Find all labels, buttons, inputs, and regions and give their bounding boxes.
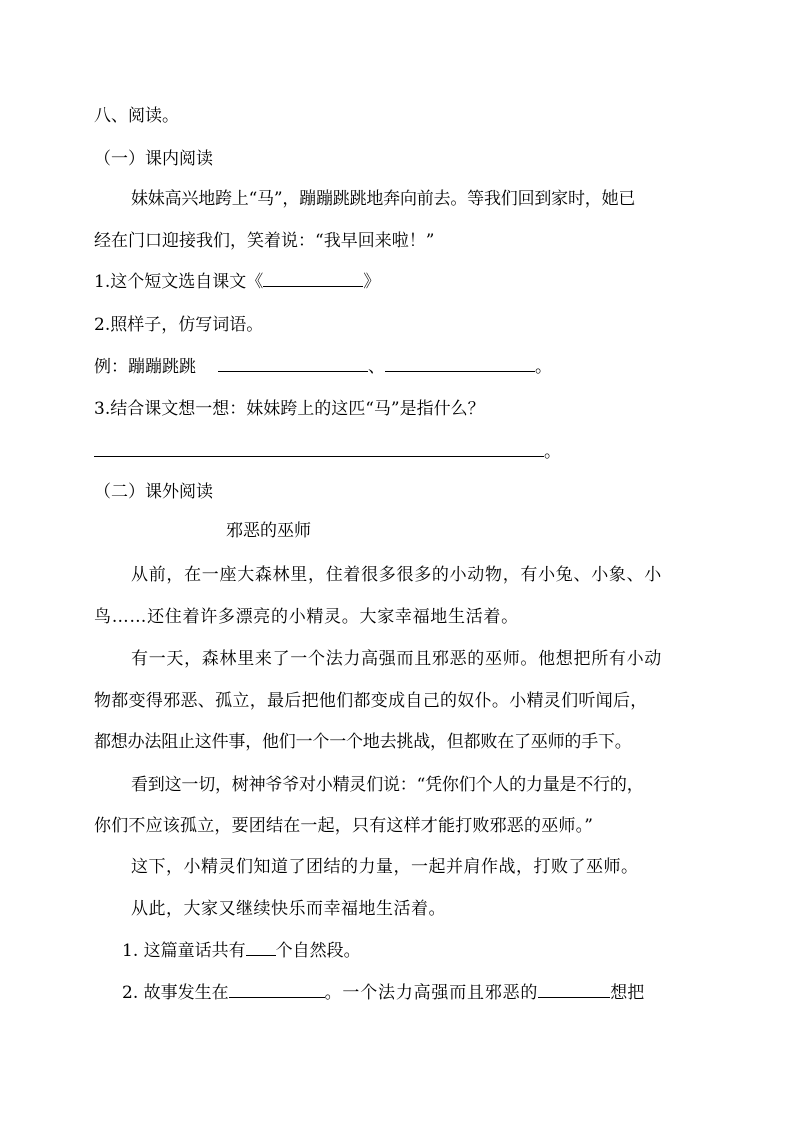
story-p4: 这下，小精灵们知道了团结的力量，一起并肩作战，打败了巫师。 (131, 857, 639, 877)
section-heading: 八、阅读。 (94, 106, 179, 126)
part2-q2-end: 想把 (610, 983, 645, 1003)
part1-passage-line1: 妹妹高兴地跨上“马”，蹦蹦跳跳地奔向前去。等我们回到家时，她已 (131, 189, 636, 209)
part1-passage-line2: 经在门口迎接我们，笑着说：“我早回来啦！” (94, 231, 435, 251)
part2-q2-text: 2. 故事发生在 (122, 983, 229, 1003)
story-p3-line1: 看到这一切，树神爷爷对小精灵们说：“凭你们个人的力量是不行的， (131, 775, 644, 795)
part1-q1-suffix: 》 (363, 272, 381, 292)
part2-heading: （二）课外阅读 (94, 482, 213, 502)
story-p2-line2: 物都变得邪恶、孤立，最后把他们都变成自己的奴仆。小精灵们听闻后， (94, 691, 648, 711)
part2-q1-suffix: 个自然段。 (275, 941, 361, 961)
part2-q2-blank-2[interactable] (538, 981, 610, 998)
part1-q2-separator: 、 (368, 357, 385, 377)
story-title: 邪恶的巫师 (226, 521, 311, 541)
part1-q1-text: 1.这个短文选自课文《 (94, 272, 264, 292)
part2-question-1 (122, 939, 361, 963)
part2-q1-text: 1. 这篇童话共有 (122, 941, 246, 961)
story-p2-line3: 都想办法阻止这件事，他们一个一个地去挑战，但都败在了巫师的手下。 (94, 732, 632, 752)
part1-q2-blank-2[interactable] (385, 355, 535, 372)
part1-q2-blank-1[interactable] (218, 355, 368, 372)
part2-q2-mid: 。一个法力高强而且邪恶的 (324, 983, 539, 1003)
part1-q2-end: 。 (535, 357, 552, 377)
part1-q3-end: 。 (544, 442, 561, 462)
part1-question-3-answer (94, 440, 561, 464)
story-p1-line1: 从前，在一座大森林里，住着很多很多的小动物，有小兔、小象、小 (131, 565, 662, 585)
story-p5: 从此，大家又继续快乐而幸福地生活着。 (131, 899, 446, 919)
part1-question-2-example (94, 355, 552, 379)
part1-question-3: 3.结合课文想一想：妹妹跨上的这匹“马”是指什么？ (94, 399, 485, 419)
part2-question-2 (122, 981, 644, 1005)
part2-q1-blank[interactable] (246, 939, 276, 956)
part1-heading: （一）课内阅读 (94, 149, 213, 169)
part1-question-1 (94, 270, 380, 294)
part1-q2-example-label: 例：蹦蹦跳跳 (94, 357, 196, 377)
part1-q3-blank[interactable] (94, 440, 544, 457)
story-p2-line1: 有一天，森林里来了一个法力高强而且邪恶的巫师。他想把所有小动 (131, 649, 662, 669)
part1-question-2: 2.照样子，仿写词语。 (94, 315, 264, 335)
story-p3-line2: 你们不应该孤立，要团结在一起，只有这样才能打败邪恶的巫师。” (94, 816, 594, 836)
part2-q2-blank-1[interactable] (229, 981, 325, 998)
story-p1-line2: 鸟……还住着许多漂亮的小精灵。大家幸福地生活着。 (94, 607, 519, 627)
part1-q1-blank[interactable] (263, 270, 363, 287)
